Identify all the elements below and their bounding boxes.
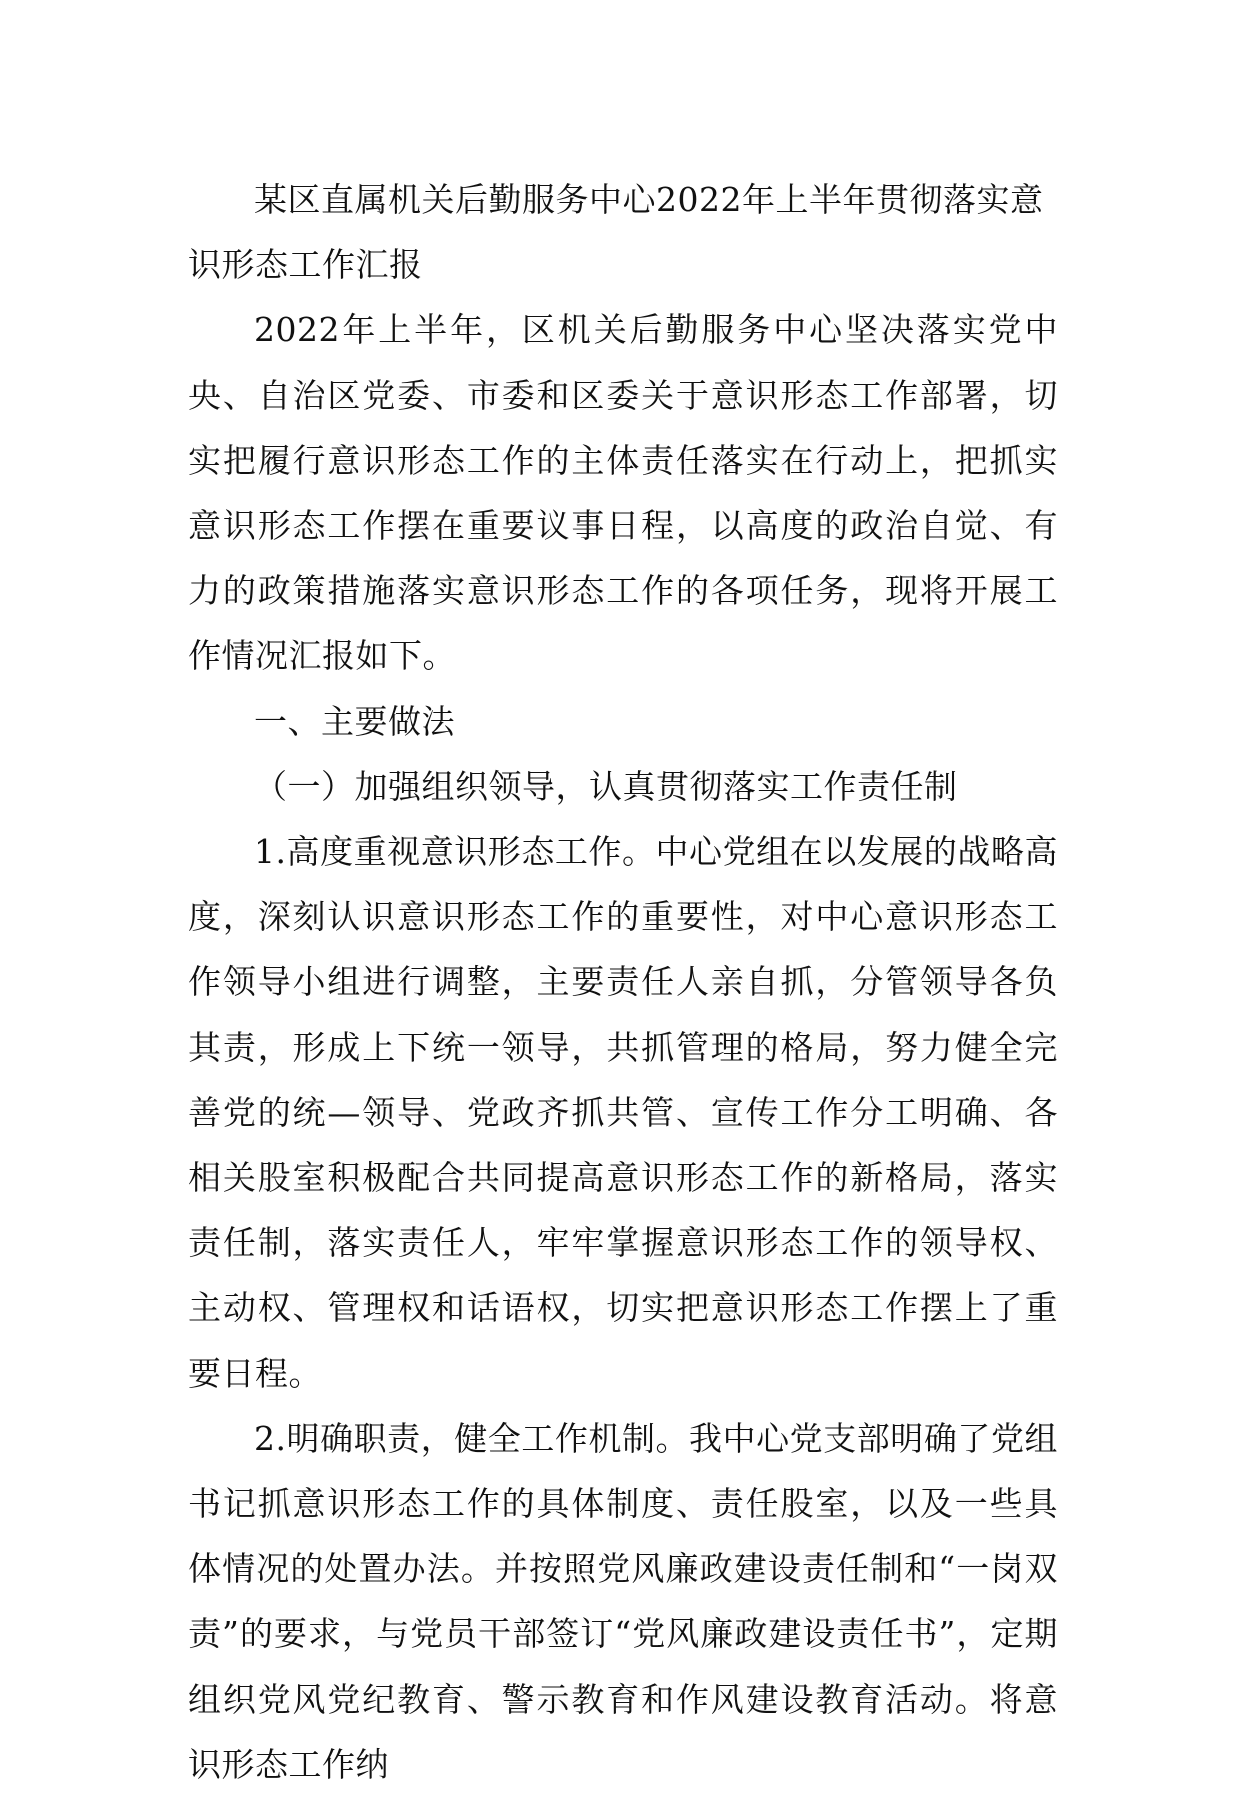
- document-body: [188, 167, 1058, 1797]
- subsection-heading: （一）加强组织领导，认真贯彻落实工作责任制: [254, 766, 958, 806]
- item-paragraph-1: 1.高度重视意识形态工作。中心党组在以发展的战略高度，深刻认识意识形态工作的重要性，对中心意识形态工作领导小组进行调整，主要责任人亲自抓，分管领导各负其责，形成上下统一领导，共抓管理的格局，努力健全完善党的统—领导、党政齐抓共管、宣传工作分工明确、各相关股室积极配合共同提高意识形态工作的新格局，落实责任制，落实责任人，牢牢掌握意识形态工作的领导权、主动权、管理权和话语权，切实把意识形态工作摆上了重要日程。: [188, 832, 1058, 1393]
- item-paragraph-2: 2.明确职责，健全工作机制。我中心党支部明确了党组书记抓意识形态工作的具体制度、责任股室，以及一些具体情况的处置办法。并按照党风廉政建设责任制和“一岗双责”的要求，与党员干部签订“党风廉政建设责任书”，定期组织党风党纪教育、警示教育和作风建设教育活动。将意识形态工作纳: [188, 1418, 1058, 1784]
- intro-paragraph: 2022年上半年，区机关后勤服务中心坚决落实党中央、自治区党委、市委和区委关于意识形态工作部署，切实把履行意识形态工作的主体责任落实在行动上，把抓实意识形态工作摆在重要议事日程，以高度的政治自觉、有力的政策措施落实意识形态工作的各项任务，现将开展工作情况汇报如下。: [188, 310, 1058, 676]
- section-heading: 一、主要做法: [254, 701, 455, 741]
- document-title: 某区直属机关后勤服务中心2022年上半年贯彻落实意识形态工作汇报: [188, 180, 1044, 285]
